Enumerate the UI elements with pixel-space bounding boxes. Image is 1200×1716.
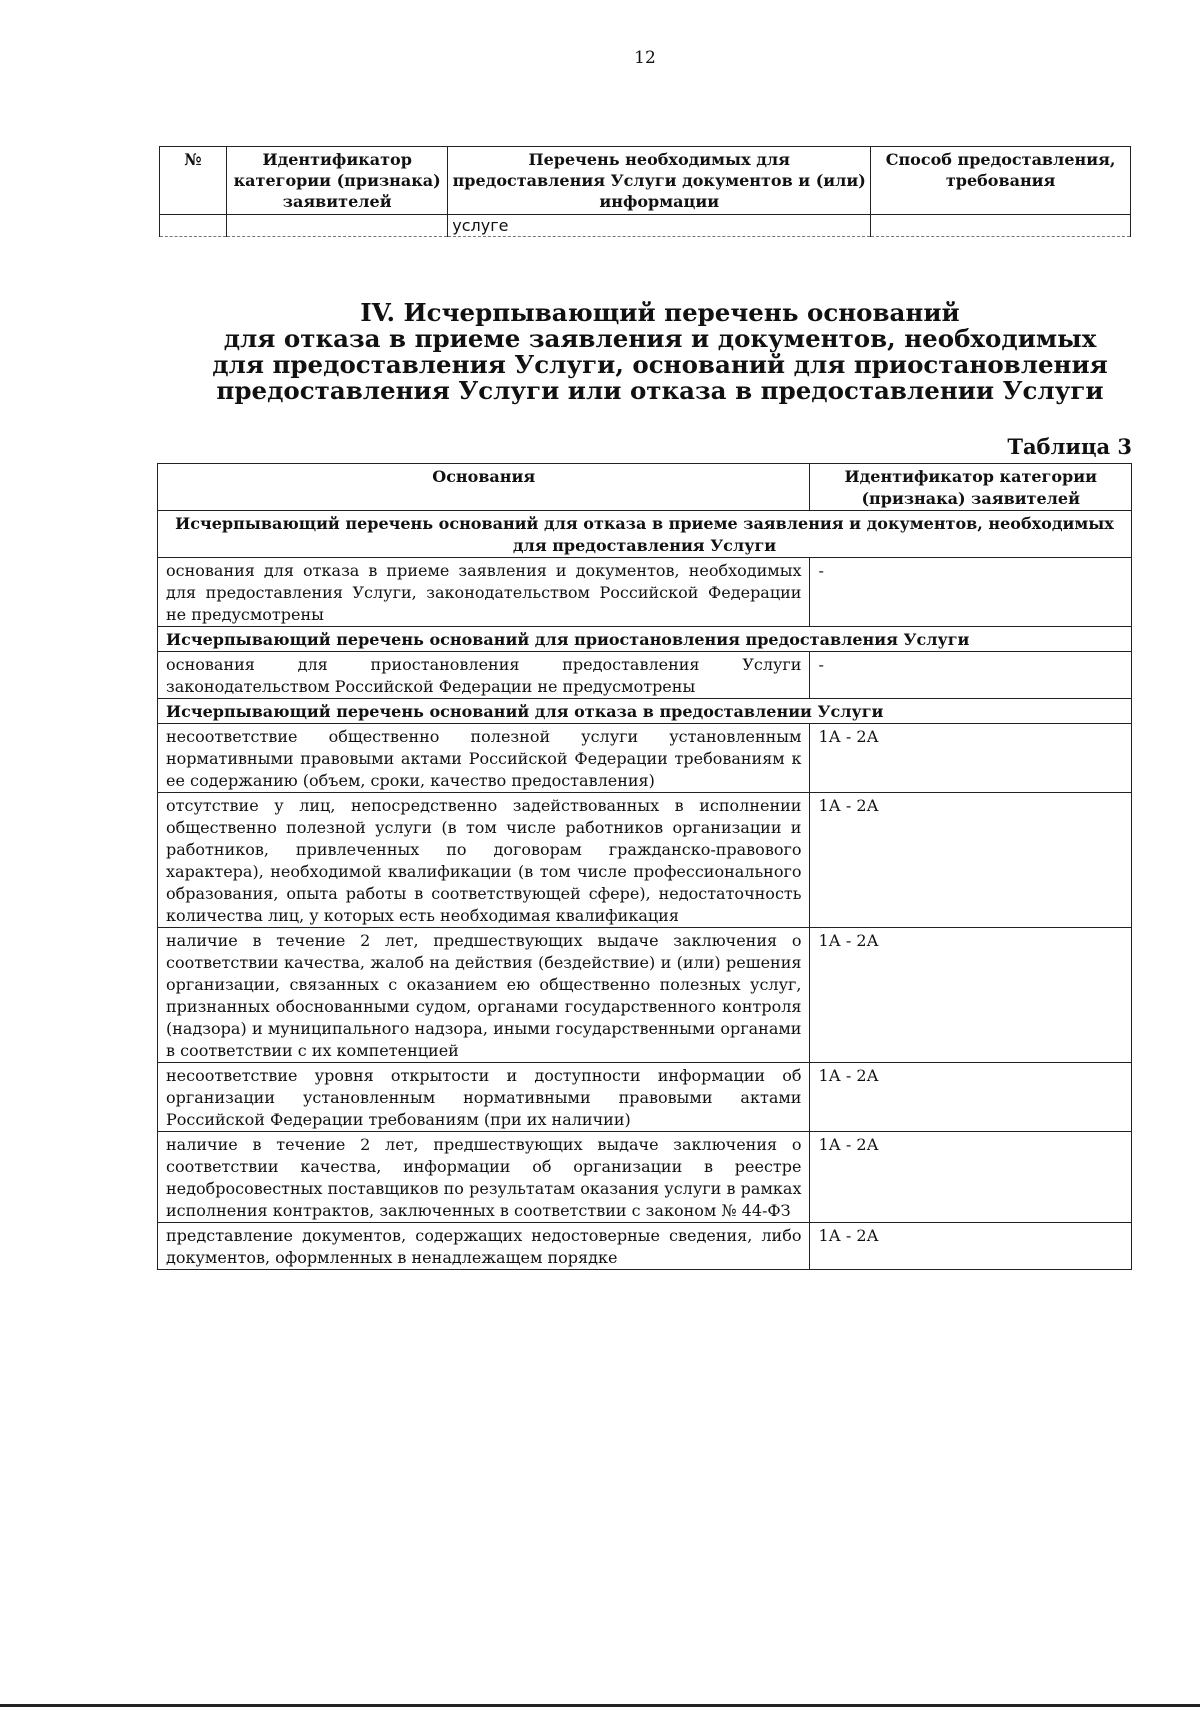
header-documents-list: Перечень необходимых для предоставления Услуги документов и (или) информации: [448, 147, 871, 215]
grounds-table: [157, 463, 1132, 1270]
continued-table-header-row: [160, 147, 1131, 215]
code-cell: -: [810, 652, 1132, 699]
reason-cell: представление документов, содержащих недостоверные сведения, либо документов, оформленных в ненадлежащем порядке: [158, 1223, 810, 1270]
continued-documents-table: [159, 146, 1131, 237]
header-number: №: [160, 147, 227, 215]
cell-applicant-category: [227, 215, 448, 237]
code-cell: 1А - 2А: [810, 1223, 1132, 1270]
table-row: [158, 928, 1132, 1063]
table-row: [158, 793, 1132, 928]
reason-cell: отсутствие у лиц, непосредственно задействованных в исполнении общественно полезной услуги (в том числе работников организации и работников, привлеченных по договорам гражданско-правового характера), необходимой квалификации (в том числе профессионального образования, опыта работы в соответствующей сфере), недостаточность количества лиц, у которых есть необходимая квалификация: [158, 793, 810, 928]
reason-cell: наличие в течение 2 лет, предшествующих выдаче заключения о соответствии качества, информации об организации в реестре недобросовестных поставщиков по результатам оказания услуги в рамках исполнения контрактов, заключенных в соответствии с законом № 44-ФЗ: [158, 1132, 810, 1223]
header-grounds: Основания: [158, 464, 810, 511]
continued-table-row: [160, 215, 1131, 237]
grounds-table-header-row: [158, 464, 1132, 511]
code-cell: 1А - 2А: [810, 724, 1132, 793]
reason-cell: основания для приостановления предоставления Услуги законодательством Российской Федерации не предусмотрены: [158, 652, 810, 699]
section-title-line: предоставления Услуги или отказа в предоставлении Услуги: [216, 376, 1104, 405]
group-heading-row: [158, 699, 1132, 724]
section-title: [200, 300, 1120, 404]
cell-documents-list: услуге: [448, 215, 871, 237]
section-title-line: для отказа в приеме заявления и документов, необходимых: [223, 324, 1097, 353]
header-category-id: Идентификатор категории (признака) заявителей: [810, 464, 1132, 511]
reason-cell: несоответствие уровня открытости и доступности информации об организации установленным нормативными правовыми актами Российской Федерации требованиям (при их наличии): [158, 1063, 810, 1132]
page-bottom-border: [0, 1704, 1200, 1707]
header-applicant-category: Идентификатор категории (признака) заявителей: [227, 147, 448, 215]
group-heading-row: [158, 627, 1132, 652]
code-cell: 1А - 2А: [810, 928, 1132, 1063]
code-cell: 1А - 2А: [810, 1063, 1132, 1132]
group-heading: Исчерпывающий перечень оснований для отказа в предоставлении Услуги: [158, 699, 1132, 724]
cell-submission-method: [871, 215, 1131, 237]
section-title-line: для предоставления Услуги, оснований для приостановления: [212, 350, 1108, 379]
table-row: [158, 1132, 1132, 1223]
group-heading: Исчерпывающий перечень оснований для отказа в приеме заявления и документов, необходимых для предоставления Услуги: [158, 511, 1132, 558]
code-cell: 1А - 2А: [810, 1132, 1132, 1223]
reason-cell: наличие в течение 2 лет, предшествующих выдаче заключения о соответствии качества, жалоб на действия (бездействие) и (или) решения организации, связанных с оказанием ею общественно полезных услуг, признанных обоснованными судом, органами государственного контроля (надзора) и муниципального надзора, иными государственными органами в соответствии с их компетенцией: [158, 928, 810, 1063]
reason-cell: несоответствие общественно полезной услуги установленным нормативными правовыми актами Российской Федерации требованиям к ее содержанию (объем, сроки, качество предоставления): [158, 724, 810, 793]
table-row: [158, 1063, 1132, 1132]
page-number: 12: [634, 48, 656, 68]
table-row: [158, 558, 1132, 627]
cell-number: [160, 215, 227, 237]
code-cell: 1А - 2А: [810, 793, 1132, 928]
reason-cell: основания для отказа в приеме заявления и документов, необходимых для предоставления Услуги, законодательством Российской Федерации не предусмотрены: [158, 558, 810, 627]
table-label: Таблица 3: [1007, 434, 1132, 459]
table-row: [158, 1223, 1132, 1270]
group-heading: Исчерпывающий перечень оснований для приостановления предоставления Услуги: [158, 627, 1132, 652]
section-title-line: IV. Исчерпывающий перечень оснований: [360, 298, 960, 327]
header-submission-method: Способ предоставления, требования: [871, 147, 1131, 215]
table-row: [158, 652, 1132, 699]
table-row: [158, 724, 1132, 793]
group-heading-row: [158, 511, 1132, 558]
code-cell: -: [810, 558, 1132, 627]
